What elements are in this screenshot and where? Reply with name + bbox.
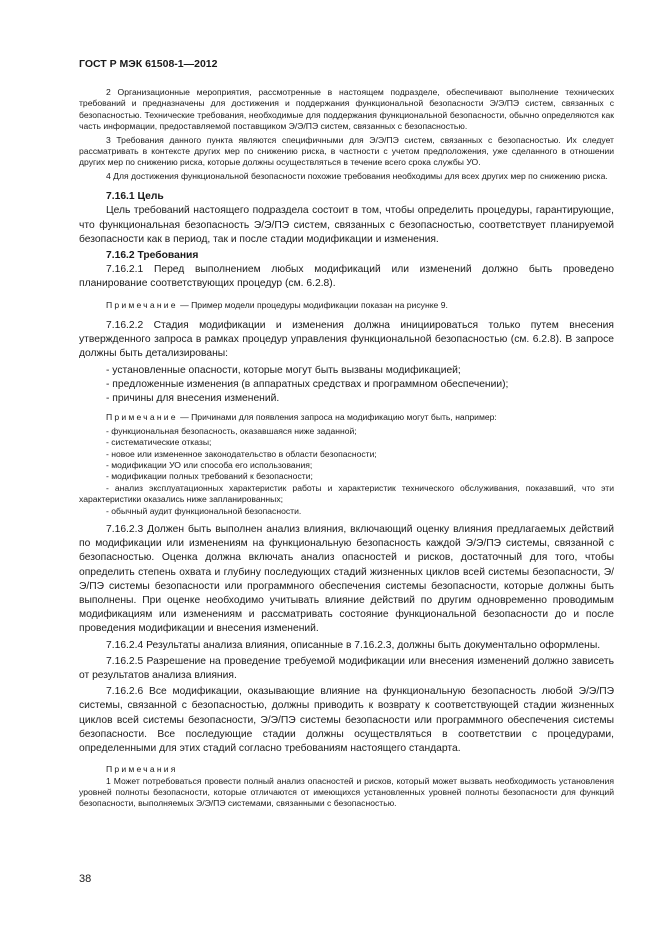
note-1-text: — Пример модели процедуры модификации показан на рисунке 9.: [177, 299, 448, 310]
page-number: 38: [79, 873, 92, 885]
document-header: ГОСТ Р МЭК 61508-1—2012: [79, 58, 218, 70]
clause-7-16-2-3: 7.16.2.3 Должен быть выполнен анализ влияния, включающий оценку влияния предлагаемых действий по модификации или изменениям на функциональную безопасность каждой Э/Э/ПЭ системы, связанной с безопасностью. Оценка должна включать анализ опасностей и рисков, достаточный для того, чтобы определить степень охвата и глубину последующих стадий жизненных циклов всей системы безопасности, Э/Э/ПЭ системы безопасности или программного обеспечения системы безопасности, которые должны быть выполнены. При оценке необходимо учитывать влияние действий по другим одновременно проводимым модификациям или изменениям и рассматривать состояние функциональной безопасности до и после проведения модификации и внесения изменений.: [79, 523, 614, 635]
clause-7-16-2-5: 7.16.2.5 Разрешение на проведение требуемой модификации или внесения изменений должно зависеть от результатов анализа влияния.: [79, 655, 614, 681]
note-2-label: Примечание: [106, 412, 178, 423]
intro-note-3: 3 Требования данного пункта являются специфичными для Э/Э/ПЭ систем, связанных с безопасностью. Их следует рассматривать в контексте других мер по снижению риска, в частности с учетом предположения, уже сделанного в отношении других мер по снижению риска, которые должны осуществляться в течение всего срока службы УО.: [79, 134, 614, 168]
clause-7-16-2-2: 7.16.2.2 Стадия модификации и изменения должна инициироваться только путем внесения утвержденного запроса в рамках процедур управления функциональной безопасностью (см. 6.2.8). В запросе должны быть детализированы:: [79, 320, 614, 360]
list-item: - предложенные изменения (в аппаратных средствах и программном обеспечении);: [106, 378, 509, 390]
notes-item-1: 1 Может потребоваться провести полный анализ опасностей и рисков, который может вызвать необходимость установления уровней полноты безопасности, которые отличаются от имеющихся установленных уровней полноты безопасности для функций безопасности, выполняемых Э/Э/ПЭ системами, связанными с безопасностью.: [79, 775, 614, 809]
section-title-goal: 7.16.1 Цель: [106, 191, 164, 203]
list-item: - установленные опасности, которые могут быть вызваны модификацией;: [106, 364, 461, 376]
section-text-goal: Цель требований настоящего подраздела состоит в том, чтобы определить процедуры, гарантирующие, что функциональная безопасность Э/Э/ПЭ систем, связанных с безопасностью, соответствует планируемой безопасности как в период, так и после стадии модификации и изменения.: [79, 205, 614, 245]
note-list-item: - модификации УО или способа его использования;: [106, 459, 313, 470]
clause-7-16-2-1: 7.16.2.1 Перед выполнением любых модификаций или изменений должно быть проведено планирование соответствующих процедур (см. 6.2.8).: [79, 264, 614, 290]
note-list-item: - анализ эксплуатационных характеристик работы и характеристик технического обслуживания, показавший, что эти характеристики оказались ниже запланированных;: [79, 482, 614, 505]
note-list-item: - модификации полных требований к безопасности;: [106, 471, 313, 482]
note-list-item: - новое или измененное законодательство в области безопасности;: [106, 448, 377, 459]
note-list-item: - обычный аудит функциональной безопасности.: [106, 505, 302, 516]
clause-7-16-2-6: 7.16.2.6 Все модификации, оказывающие влияние на функциональную безопасность любой Э/Э/ПЭ системы, связанной с безопасностью, должны приводить к возврату к соответствующей стадии жизненных циклов всей системы безопасности, Э/Э/ПЭ системы безопасности или программного обеспечения системы безопасности. Все последующие стадии должны осуществляться в соответствии с процедурами, определенными для этих стадий согласно требованиям настоящего стандарта.: [79, 686, 614, 754]
notes-heading: Примечания: [106, 764, 178, 775]
list-item: - причины для внесения изменений.: [106, 393, 280, 405]
section-title-requirements: 7.16.2 Требования: [106, 250, 199, 262]
note-1: [79, 300, 614, 311]
note-2: [79, 412, 614, 423]
note-list-item: - функциональная безопасность, оказавшаяся ниже заданной;: [106, 425, 357, 436]
intro-note-2: 2 Организационные мероприятия, рассмотренные в настоящем подразделе, обеспечивают выполнение технических требований и предназначены для достижения и поддержания функциональной безопасности Э/Э/ПЭ систем, связанных с безопасностью. Технические требования, необходимые для поддержания функциональной безопасности, обычно определяются как часть информации, предоставляемой поставщиком Э/Э/ПЭ систем, связанных с безопасностью.: [79, 87, 614, 132]
document-page: [79, 58, 614, 812]
note-list-item: - систематические отказы;: [106, 437, 212, 448]
clause-7-16-2-4: 7.16.2.4 Результаты анализа влияния, описанные в 7.16.2.3, должны быть документально оформлены.: [106, 639, 601, 651]
note-2-text: — Причинами для появления запроса на модификацию могут быть, например:: [177, 412, 497, 423]
intro-note-4: 4 Для достижения функциональной безопасности похожие требования необходимы для всех других мер по снижению риска.: [106, 170, 608, 181]
note-1-label: Примечание: [106, 299, 178, 310]
